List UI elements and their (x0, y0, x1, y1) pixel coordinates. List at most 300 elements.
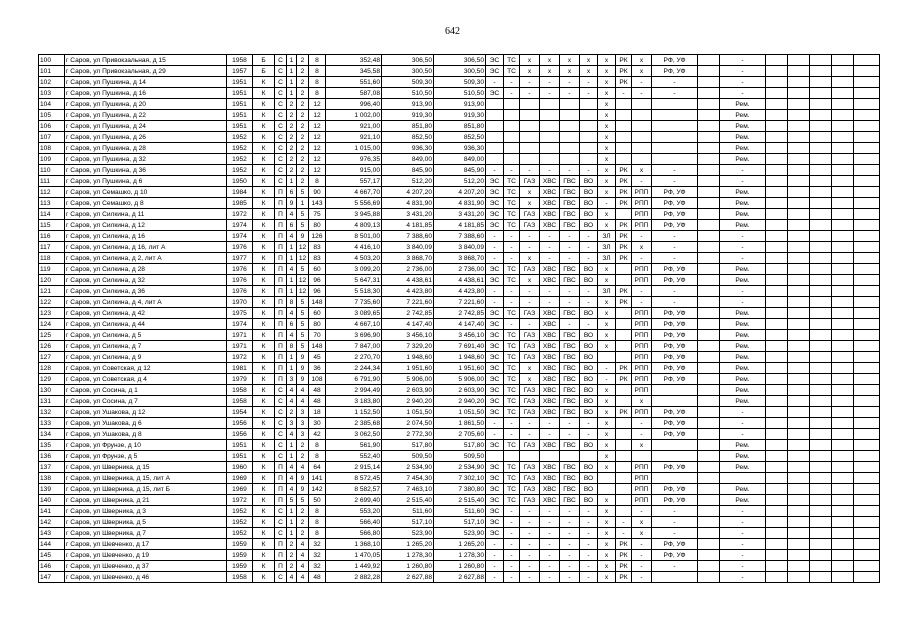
cell-floor-type: С (275, 77, 287, 88)
cell-floor-type: П (275, 550, 287, 561)
cell-floors: 4 (297, 396, 309, 407)
cell-facade-repair: РПП (632, 187, 652, 198)
cell-entrances: 2 (287, 121, 297, 132)
cell-extra-5 (832, 352, 854, 363)
cell-waste (598, 473, 616, 484)
cell-floor-type: П (275, 231, 287, 242)
cell-energy-measures (652, 154, 698, 165)
cell-extra-4 (810, 495, 832, 506)
cell-power: ЭС (486, 209, 504, 220)
table-row (39, 418, 880, 429)
cell-floor-type: П (275, 484, 287, 495)
cell-apartments: 83 (309, 242, 326, 253)
cell-total-area: 996,40 (326, 99, 382, 110)
cell-row-number: 115 (39, 220, 65, 231)
cell-entrances: 1 (287, 286, 297, 297)
cell-hot-water: - (560, 429, 580, 440)
cell-roof-repair: РК (616, 539, 632, 550)
cell-cold-water: ХВС (540, 396, 560, 407)
cell-extra-4 (810, 407, 832, 418)
cell-extra-3 (788, 473, 810, 484)
cell-floors: 5 (297, 495, 309, 506)
cell-energy-measures: РФ, УФ (652, 209, 698, 220)
cell-gas: - (520, 517, 540, 528)
cell-extra-5 (832, 539, 854, 550)
cell-gas: - (520, 297, 540, 308)
cell-cold-water: - (540, 429, 560, 440)
cell-facade-repair: х (632, 165, 652, 176)
cell-energy-measures: РФ, УФ (652, 484, 698, 495)
cell-extra-3 (788, 330, 810, 341)
cell-year-built: 1969 (227, 473, 253, 484)
cell-waste: х (598, 440, 616, 451)
cell-heating: - (504, 517, 520, 528)
cell-year-built: 1976 (227, 275, 253, 286)
cell-heating: ТС (504, 176, 520, 187)
cell-extra-4 (810, 539, 832, 550)
cell-floor-type: С (275, 121, 287, 132)
cell-address: г Саров, ул Силкина, д 36 (65, 286, 227, 297)
cell-hot-water: - (560, 77, 580, 88)
cell-heating: ТС (504, 308, 520, 319)
cell-wall-type: К (253, 198, 275, 209)
cell-cold-water: ХВС (540, 264, 560, 275)
cell-waste: х (598, 209, 616, 220)
cell-address: г Саров, ул Пушкина, д 32 (65, 154, 227, 165)
cell-facade-repair: РПП (632, 484, 652, 495)
cell-repair-status: - (720, 66, 766, 77)
cell-wall-type: К (253, 286, 275, 297)
cell-living-area: 3 431,20 (382, 209, 434, 220)
cell-heating (504, 451, 520, 462)
cell-wall-type: К (253, 88, 275, 99)
cell-extra-2 (766, 55, 788, 66)
cell-wall-type: К (253, 99, 275, 110)
cell-heating: - (504, 297, 520, 308)
cell-extra-6 (854, 561, 880, 572)
cell-apartments: 8 (309, 55, 326, 66)
cell-heating: ТС (504, 462, 520, 473)
cell-floors: 4 (297, 385, 309, 396)
cell-total-area: 7 847,00 (326, 341, 382, 352)
cell-living-area: 306,50 (382, 55, 434, 66)
cell-extra-3 (788, 264, 810, 275)
cell-gas: ГАЗ (520, 407, 540, 418)
cell-power: ЭС (486, 198, 504, 209)
cell-living-area: 2 074,50 (382, 418, 434, 429)
cell-wall-type: К (253, 220, 275, 231)
cell-extra-3 (788, 88, 810, 99)
cell-extra-2 (766, 451, 788, 462)
cell-power: ЭС (486, 495, 504, 506)
cell-floors: 2 (297, 154, 309, 165)
cell-wall-type: К (253, 77, 275, 88)
cell-residential-area: 3 868,70 (434, 253, 486, 264)
cell-floor-type: С (275, 506, 287, 517)
cell-hot-water: ГВС (560, 275, 580, 286)
cell-year-built: 1977 (227, 253, 253, 264)
cell-total-area: 553,20 (326, 506, 382, 517)
cell-extra-1 (698, 209, 720, 220)
cell-waste: х (598, 77, 616, 88)
cell-total-area: 4 416,10 (326, 242, 382, 253)
cell-total-area: 8 501,00 (326, 231, 382, 242)
cell-floors: 2 (297, 517, 309, 528)
cell-living-area: 1 951,60 (382, 363, 434, 374)
cell-living-area: 300,50 (382, 66, 434, 77)
cell-extra-2 (766, 550, 788, 561)
cell-extra-3 (788, 517, 810, 528)
cell-facade-repair: - (632, 561, 652, 572)
cell-power: - (486, 572, 504, 583)
cell-address: г Саров, ул Шверника, д 15 (65, 462, 227, 473)
cell-repair-status: Рем. (720, 110, 766, 121)
cell-apartments: 8 (309, 176, 326, 187)
cell-power: ЭС (486, 55, 504, 66)
cell-heating: ТС (504, 209, 520, 220)
cell-wall-type: К (253, 363, 275, 374)
cell-roof-repair: РК (616, 407, 632, 418)
cell-roof-repair: РК (616, 572, 632, 583)
cell-entrances: 3 (287, 374, 297, 385)
cell-extra-1 (698, 363, 720, 374)
cell-living-area: 3 456,10 (382, 330, 434, 341)
cell-roof-repair: РК (616, 374, 632, 385)
cell-extra-6 (854, 506, 880, 517)
cell-extra-3 (788, 275, 810, 286)
cell-waste: х (598, 143, 616, 154)
cell-entrances: 2 (287, 550, 297, 561)
cell-wall-type: К (253, 275, 275, 286)
cell-floors: 9 (297, 352, 309, 363)
table-row (39, 165, 880, 176)
cell-extra-5 (832, 55, 854, 66)
cell-row-number: 101 (39, 66, 65, 77)
cell-gas (520, 110, 540, 121)
cell-extra-2 (766, 330, 788, 341)
cell-energy-measures: - (652, 297, 698, 308)
cell-repair-status: Рем. (720, 330, 766, 341)
table-row (39, 231, 880, 242)
cell-energy-measures: - (652, 77, 698, 88)
cell-cold-water (540, 121, 560, 132)
cell-row-number: 118 (39, 253, 65, 264)
cell-wall-type: К (253, 407, 275, 418)
cell-extra-1 (698, 132, 720, 143)
cell-hot-water (560, 99, 580, 110)
cell-heating (504, 154, 520, 165)
cell-floors: 2 (297, 143, 309, 154)
cell-extra-4 (810, 286, 832, 297)
cell-wall-type: К (253, 506, 275, 517)
cell-extra-3 (788, 385, 810, 396)
cell-extra-1 (698, 253, 720, 264)
cell-extra-4 (810, 275, 832, 286)
cell-extra-5 (832, 451, 854, 462)
cell-sewage: ВО (580, 440, 598, 451)
cell-hot-water: ГВС (560, 187, 580, 198)
cell-total-area: 2 270,70 (326, 352, 382, 363)
cell-extra-1 (698, 77, 720, 88)
cell-floors: 9 (297, 484, 309, 495)
cell-repair-status: - (720, 286, 766, 297)
cell-power: - (486, 418, 504, 429)
cell-address: г Саров, ул Пушкина, д 20 (65, 99, 227, 110)
cell-facade-repair: х (632, 517, 652, 528)
table-row (39, 572, 880, 583)
cell-living-area: 517,80 (382, 440, 434, 451)
cell-roof-repair: РК (616, 55, 632, 66)
cell-extra-5 (832, 341, 854, 352)
cell-sewage: - (580, 506, 598, 517)
cell-waste: х (598, 451, 616, 462)
cell-heating: ТС (504, 473, 520, 484)
cell-gas: - (520, 572, 540, 583)
cell-facade-repair: х (632, 528, 652, 539)
cell-power: - (486, 429, 504, 440)
cell-power (486, 451, 504, 462)
cell-address: г Саров, ул Пушкина, д 28 (65, 143, 227, 154)
cell-year-built: 1972 (227, 209, 253, 220)
cell-heating: ТС (504, 187, 520, 198)
cell-residential-area: 509,50 (434, 451, 486, 462)
cell-roof-repair (616, 396, 632, 407)
cell-hot-water: ГВС (560, 374, 580, 385)
cell-floor-type: С (275, 407, 287, 418)
cell-extra-1 (698, 539, 720, 550)
cell-row-number: 126 (39, 341, 65, 352)
cell-energy-measures: РФ, УФ (652, 319, 698, 330)
cell-apartments: 64 (309, 462, 326, 473)
cell-total-area: 1 152,50 (326, 407, 382, 418)
cell-total-area: 3 183,80 (326, 396, 382, 407)
cell-cold-water: - (540, 286, 560, 297)
cell-floors: 12 (297, 286, 309, 297)
cell-gas: - (520, 165, 540, 176)
cell-extra-4 (810, 308, 832, 319)
cell-floor-type: С (275, 385, 287, 396)
cell-entrances: 1 (287, 451, 297, 462)
cell-extra-6 (854, 517, 880, 528)
cell-row-number: 144 (39, 539, 65, 550)
cell-waste: - (598, 374, 616, 385)
cell-extra-2 (766, 132, 788, 143)
cell-floors: 5 (297, 209, 309, 220)
table-row (39, 308, 880, 319)
cell-heating: - (504, 319, 520, 330)
cell-year-built: 1975 (227, 308, 253, 319)
cell-cold-water (540, 451, 560, 462)
cell-extra-3 (788, 374, 810, 385)
cell-extra-5 (832, 550, 854, 561)
cell-entrances: 1 (287, 275, 297, 286)
cell-extra-2 (766, 363, 788, 374)
cell-row-number: 123 (39, 308, 65, 319)
cell-sewage (580, 110, 598, 121)
cell-floor-type: П (275, 242, 287, 253)
cell-roof-repair (616, 275, 632, 286)
cell-repair-status: - (720, 176, 766, 187)
cell-energy-measures: - (652, 253, 698, 264)
cell-total-area: 2 699,40 (326, 495, 382, 506)
table-row (39, 451, 880, 462)
cell-row-number: 111 (39, 176, 65, 187)
cell-extra-1 (698, 550, 720, 561)
cell-heating: ТС (504, 198, 520, 209)
cell-year-built: 1976 (227, 242, 253, 253)
cell-address: г Саров, ул Пушкина, д 14 (65, 77, 227, 88)
table-row (39, 385, 880, 396)
cell-year-built: 1952 (227, 143, 253, 154)
cell-hot-water: ГВС (560, 220, 580, 231)
table-row (39, 528, 880, 539)
cell-repair-status: Рем. (720, 121, 766, 132)
cell-wall-type: К (253, 264, 275, 275)
cell-repair-status: Рем. (720, 495, 766, 506)
cell-year-built: 1952 (227, 132, 253, 143)
cell-extra-3 (788, 319, 810, 330)
cell-hot-water (560, 154, 580, 165)
cell-total-area: 6 791,90 (326, 374, 382, 385)
cell-extra-5 (832, 176, 854, 187)
cell-floor-type: С (275, 110, 287, 121)
cell-address: г Саров, ул Фрунзе, д 5 (65, 451, 227, 462)
cell-waste: х (598, 550, 616, 561)
cell-entrances: 1 (287, 77, 297, 88)
cell-extra-1 (698, 473, 720, 484)
cell-address: г Саров, ул Силкина, д 4, лит А (65, 297, 227, 308)
cell-wall-type: К (253, 528, 275, 539)
cell-living-area: 4 181,85 (382, 220, 434, 231)
cell-floor-type: П (275, 319, 287, 330)
cell-residential-area: 510,50 (434, 88, 486, 99)
cell-address: г Саров, ул Фрунзе, д 10 (65, 440, 227, 451)
cell-hot-water: - (560, 506, 580, 517)
cell-facade-repair: РПП (632, 275, 652, 286)
cell-gas: - (520, 242, 540, 253)
table-row (39, 352, 880, 363)
cell-extra-1 (698, 517, 720, 528)
cell-total-area: 1 470,05 (326, 550, 382, 561)
cell-extra-4 (810, 242, 832, 253)
cell-energy-measures: РФ, УФ (652, 341, 698, 352)
cell-extra-1 (698, 286, 720, 297)
cell-hot-water: ГВС (560, 176, 580, 187)
cell-extra-1 (698, 429, 720, 440)
cell-extra-2 (766, 187, 788, 198)
cell-cold-water: ХВС (540, 209, 560, 220)
cell-sewage: ВО (580, 198, 598, 209)
cell-repair-status: - (720, 539, 766, 550)
cell-residential-area: 1 861,50 (434, 418, 486, 429)
cell-entrances: 1 (287, 506, 297, 517)
cell-apartments: 148 (309, 297, 326, 308)
cell-roof-repair (616, 308, 632, 319)
cell-extra-3 (788, 66, 810, 77)
cell-floors: 1 (297, 198, 309, 209)
cell-heating: ТС (504, 440, 520, 451)
cell-roof-repair (616, 209, 632, 220)
cell-floors: 5 (297, 264, 309, 275)
cell-waste: х (598, 308, 616, 319)
cell-entrances: 4 (287, 473, 297, 484)
table-row (39, 440, 880, 451)
cell-row-number: 147 (39, 572, 65, 583)
cell-energy-measures: РФ, УФ (652, 198, 698, 209)
cell-extra-5 (832, 88, 854, 99)
cell-residential-area: 913,90 (434, 99, 486, 110)
cell-extra-6 (854, 385, 880, 396)
cell-extra-2 (766, 121, 788, 132)
cell-extra-4 (810, 154, 832, 165)
cell-waste: х (598, 341, 616, 352)
cell-row-number: 116 (39, 231, 65, 242)
cell-gas: ГАЗ (520, 473, 540, 484)
cell-address: г Саров, ул Силкина, д 44 (65, 319, 227, 330)
cell-apartments: 8 (309, 506, 326, 517)
cell-address: г Саров, ул Пушкина, д 22 (65, 110, 227, 121)
cell-hot-water: ГВС (560, 363, 580, 374)
cell-extra-2 (766, 198, 788, 209)
cell-row-number: 106 (39, 121, 65, 132)
cell-apartments: 12 (309, 165, 326, 176)
cell-year-built: 1972 (227, 352, 253, 363)
cell-power: ЭС (486, 330, 504, 341)
cell-power: ЭС (486, 506, 504, 517)
cell-row-number: 120 (39, 275, 65, 286)
cell-gas: ГАЗ (520, 341, 540, 352)
cell-extra-3 (788, 99, 810, 110)
table-row (39, 341, 880, 352)
cell-apartments: 42 (309, 429, 326, 440)
table-row (39, 187, 880, 198)
cell-extra-2 (766, 407, 788, 418)
cell-row-number: 108 (39, 143, 65, 154)
cell-repair-status: Рем. (720, 385, 766, 396)
cell-floors: 2 (297, 165, 309, 176)
cell-hot-water: ГВС (560, 308, 580, 319)
cell-wall-type: К (253, 473, 275, 484)
cell-cold-water: ХВС (540, 352, 560, 363)
cell-waste: х (598, 418, 616, 429)
cell-gas: - (520, 88, 540, 99)
cell-cold-water: - (540, 550, 560, 561)
cell-floors: 3 (297, 429, 309, 440)
cell-hot-water: ГВС (560, 341, 580, 352)
cell-address: г Саров, ул Силкина, д 7 (65, 341, 227, 352)
cell-apartments: 83 (309, 253, 326, 264)
cell-address: г Саров, ул Шевченко, д 46 (65, 572, 227, 583)
cell-apartments: 36 (309, 363, 326, 374)
cell-gas: - (520, 231, 540, 242)
cell-apartments: 8 (309, 88, 326, 99)
cell-year-built: 1952 (227, 154, 253, 165)
cell-floor-type: С (275, 528, 287, 539)
cell-gas: ГАЗ (520, 396, 540, 407)
cell-sewage: ВО (580, 220, 598, 231)
cell-facade-repair: - (632, 418, 652, 429)
cell-year-built: 1950 (227, 176, 253, 187)
cell-cold-water: ХВС (540, 407, 560, 418)
cell-waste: х (598, 407, 616, 418)
cell-extra-4 (810, 77, 832, 88)
cell-extra-2 (766, 539, 788, 550)
cell-floors: 2 (297, 528, 309, 539)
cell-heating: - (504, 418, 520, 429)
cell-cold-water: - (540, 561, 560, 572)
cell-row-number: 124 (39, 319, 65, 330)
cell-waste: х (598, 176, 616, 187)
